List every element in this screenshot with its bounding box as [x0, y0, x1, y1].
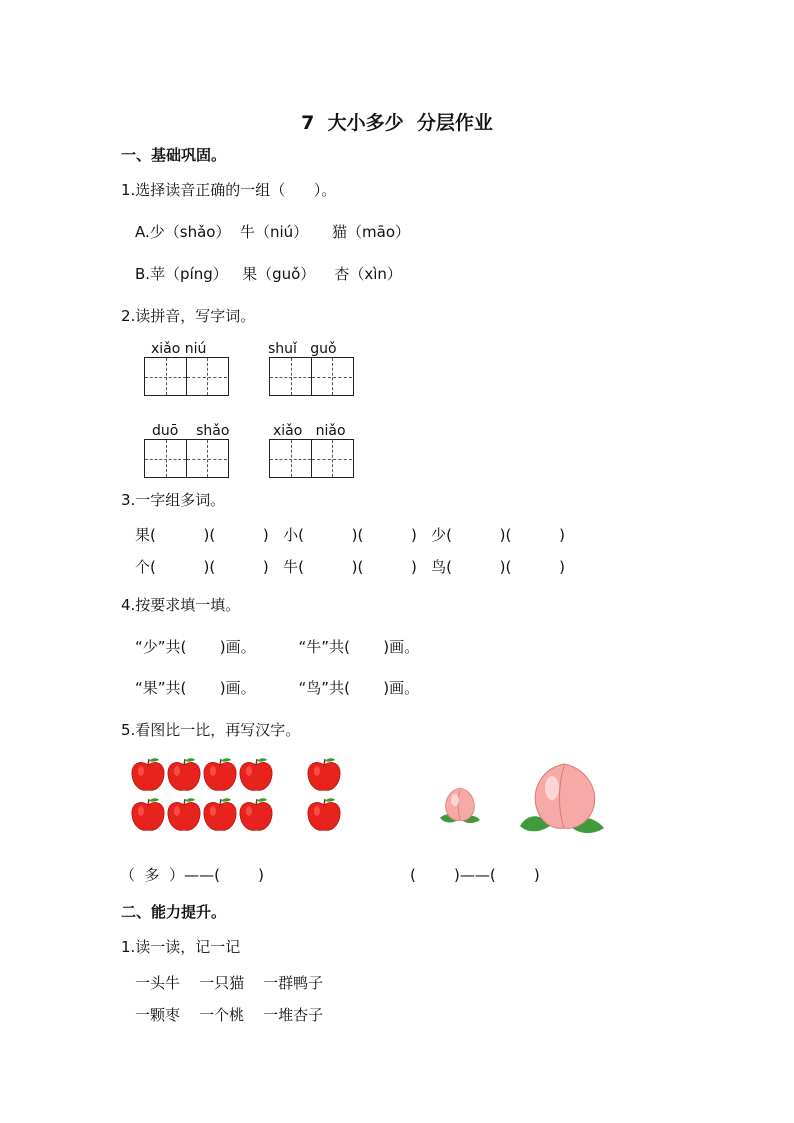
question-4-stem: 4.按要求填一填。 — [121, 596, 241, 614]
section-heading-improve: 二、能力提升。 — [121, 903, 227, 921]
stroke-count-row-2: “果”共( )画。 “鸟”共( )画。 — [135, 679, 420, 697]
phrase-row-2: 一颗枣 一个桃 一堆杏子 — [135, 1006, 324, 1024]
grid-cell[interactable] — [311, 358, 352, 395]
question-2-stem: 2.读拼音，写字词。 — [121, 307, 256, 325]
grid-cell[interactable] — [186, 440, 227, 477]
apple-icon — [308, 798, 340, 830]
writing-grid[interactable] — [269, 357, 354, 396]
question-1-stem: 1.选择读音正确的一组（ ）。 — [121, 181, 337, 199]
grid-cell[interactable] — [311, 440, 352, 477]
big-peach-icon — [520, 764, 604, 833]
apples-illustration — [128, 755, 348, 840]
pinyin-label: duō shǎo — [152, 423, 230, 439]
question-1-option-a: A.少（shǎo） 牛（niú） 猫（māo） — [135, 223, 410, 241]
apple-icon — [204, 798, 236, 830]
question-3-stem: 3.一字组多词。 — [121, 491, 226, 509]
grid-cell[interactable] — [186, 358, 227, 395]
apple-icon — [308, 758, 340, 790]
phrase-row-1: 一头牛 一只猫 一群鸭子 — [135, 974, 324, 992]
grid-cell[interactable] — [145, 358, 186, 395]
apple-icon — [168, 798, 200, 830]
grid-cell[interactable] — [145, 440, 186, 477]
question-1-option-b: B.苹（píng） 果（guǒ） 杏（xìn） — [135, 265, 402, 283]
page-title: 7 大小多少 分层作业 — [301, 112, 493, 134]
peaches-illustration — [428, 760, 613, 845]
pinyin-label: xiǎo niú — [151, 341, 207, 357]
pinyin-label: shuǐ guǒ — [268, 341, 337, 357]
apple-icon — [132, 758, 164, 790]
apple-icon — [168, 758, 200, 790]
writing-grid[interactable] — [144, 439, 229, 478]
question-5-stem: 5.看图比一比，再写汉字。 — [121, 721, 301, 739]
writing-grid[interactable] — [269, 439, 354, 478]
apple-icon — [132, 798, 164, 830]
writing-grid[interactable] — [144, 357, 229, 396]
grid-cell[interactable] — [270, 358, 311, 395]
apple-icon — [240, 758, 272, 790]
section2-question-1-stem: 1.读一读，记一记 — [121, 938, 241, 956]
answer-left: （ 多 ）——( ) — [120, 866, 264, 884]
apple-icon — [204, 758, 236, 790]
word-group-row-2: 个( )( ) 牛( )( ) 鸟( )( ) — [135, 558, 565, 576]
apple-icon — [240, 798, 272, 830]
grid-cell[interactable] — [270, 440, 311, 477]
section-heading-basic: 一、基础巩固。 — [121, 146, 227, 164]
word-group-row-1: 果( )( ) 小( )( ) 少( )( ) — [135, 526, 565, 544]
answer-right: ( )——( ) — [410, 866, 540, 884]
small-peach-icon — [440, 788, 480, 823]
pinyin-label: xiǎo niǎo — [273, 423, 346, 439]
stroke-count-row-1: “少”共( )画。 “牛”共( )画。 — [135, 638, 420, 656]
